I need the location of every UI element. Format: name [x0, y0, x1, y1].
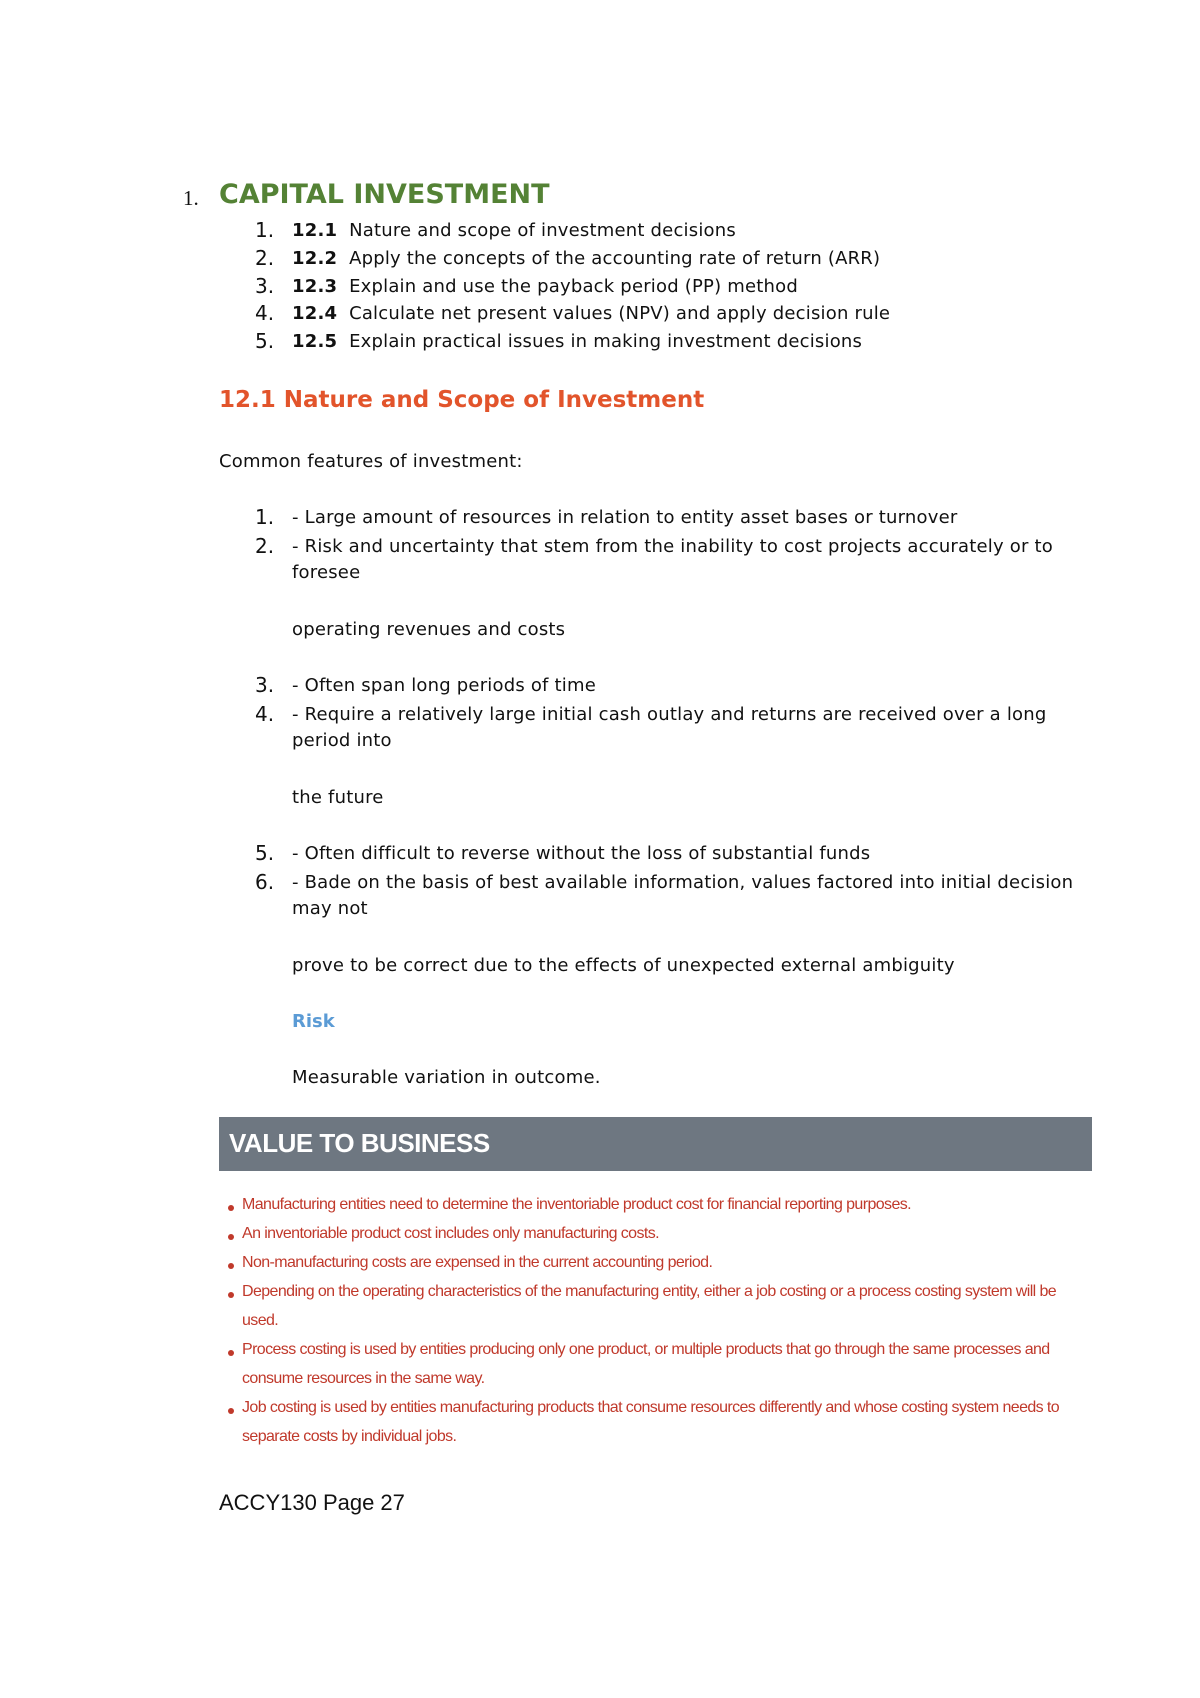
risk-heading: Risk — [292, 1011, 335, 1032]
toc-number: 3. — [255, 274, 275, 298]
toc-text: Explain and use the payback period (PP) method — [349, 276, 798, 297]
toc-item — [292, 220, 736, 241]
feature-text: - Risk and uncertainty that stem from the inability to cost projects accurately or to — [292, 536, 1053, 557]
feature-number: 4. — [255, 702, 275, 726]
feature-number: 5. — [255, 841, 275, 865]
toc-item — [292, 331, 862, 352]
value-bullet-cont: used. — [242, 1312, 279, 1329]
feature-number: 3. — [255, 673, 275, 697]
toc-text: Apply the concepts of the accounting rate of return (ARR) — [349, 248, 881, 269]
feature-number: 6. — [255, 870, 275, 894]
bullet-dot-icon — [228, 1408, 234, 1414]
toc-number: 5. — [255, 329, 275, 353]
toc-code: 12.1 — [292, 220, 338, 241]
value-box-header — [219, 1117, 1092, 1171]
value-bullet: Depending on the operating characteristics of the manufacturing entity, either a job costing or a process costing system will be — [242, 1283, 1057, 1300]
bullet-dot-icon — [228, 1263, 234, 1269]
page-footer: ACCY130 Page 27 — [219, 1490, 405, 1515]
value-bullet-cont: separate costs by individual jobs. — [242, 1428, 457, 1445]
feature-text: - Bade on the basis of best available information, values factored into initial decision — [292, 872, 1074, 893]
toc-number: 4. — [255, 301, 275, 325]
feature-text-cont: foresee — [292, 562, 361, 583]
toc-code: 12.3 — [292, 276, 338, 297]
toc-code: 12.2 — [292, 248, 338, 269]
section-title: CAPITAL INVESTMENT — [219, 179, 550, 210]
risk-definition: Measurable variation in outcome. — [292, 1067, 601, 1088]
toc-text: Calculate net present values (NPV) and apply decision rule — [349, 303, 891, 324]
value-bullet-cont: consume resources in the same way. — [242, 1370, 485, 1387]
features-intro: Common features of investment: — [219, 451, 523, 472]
value-bullet: Non-manufacturing costs are expensed in the current accounting period. — [242, 1254, 713, 1271]
toc-code: 12.5 — [292, 331, 338, 352]
feature-number: 1. — [255, 505, 275, 529]
toc-number: 2. — [255, 246, 275, 270]
feature-text: - Often difficult to reverse without the loss of substantial funds — [292, 843, 871, 864]
value-bullet: Job costing is used by entities manufacturing products that consume resources differently and whose costing system needs to — [242, 1399, 1060, 1416]
toc-item — [292, 276, 798, 297]
feature-text: - Often span long periods of time — [292, 675, 596, 696]
feature-text-cont: may not — [292, 898, 368, 919]
toc-number: 1. — [255, 218, 275, 242]
feature-text-cont: period into — [292, 730, 392, 751]
feature-paragraph: prove to be correct due to the effects of unexpected external ambiguity — [292, 955, 955, 976]
bullet-dot-icon — [228, 1234, 234, 1240]
feature-text: - Require a relatively large initial cash outlay and returns are received over a long — [292, 704, 1047, 725]
bullet-dot-icon — [228, 1205, 234, 1211]
bullet-dot-icon — [228, 1292, 234, 1298]
value-bullet: Process costing is used by entities producing only one product, or multiple products that go through the same processes and — [242, 1341, 1050, 1358]
value-box-title: VALUE TO BUSINESS — [229, 1128, 490, 1158]
feature-text: - Large amount of resources in relation to entity asset bases or turnover — [292, 507, 958, 528]
section-number: 1. — [183, 186, 199, 210]
bullet-dot-icon — [228, 1350, 234, 1356]
toc-text: Nature and scope of investment decisions — [349, 220, 736, 241]
subsection-heading: 12.1 Nature and Scope of Investment — [219, 387, 705, 413]
value-bullet: An inventoriable product cost includes only manufacturing costs. — [242, 1225, 659, 1242]
toc-text: Explain practical issues in making investment decisions — [349, 331, 863, 352]
value-bullet: Manufacturing entities need to determine the inventoriable product cost for financial reporting purposes. — [242, 1196, 911, 1213]
toc-code: 12.4 — [292, 303, 338, 324]
feature-paragraph: the future — [292, 787, 384, 808]
toc-item — [292, 248, 880, 269]
feature-number: 2. — [255, 534, 275, 558]
toc-item — [292, 303, 890, 324]
feature-paragraph: operating revenues and costs — [292, 619, 566, 640]
